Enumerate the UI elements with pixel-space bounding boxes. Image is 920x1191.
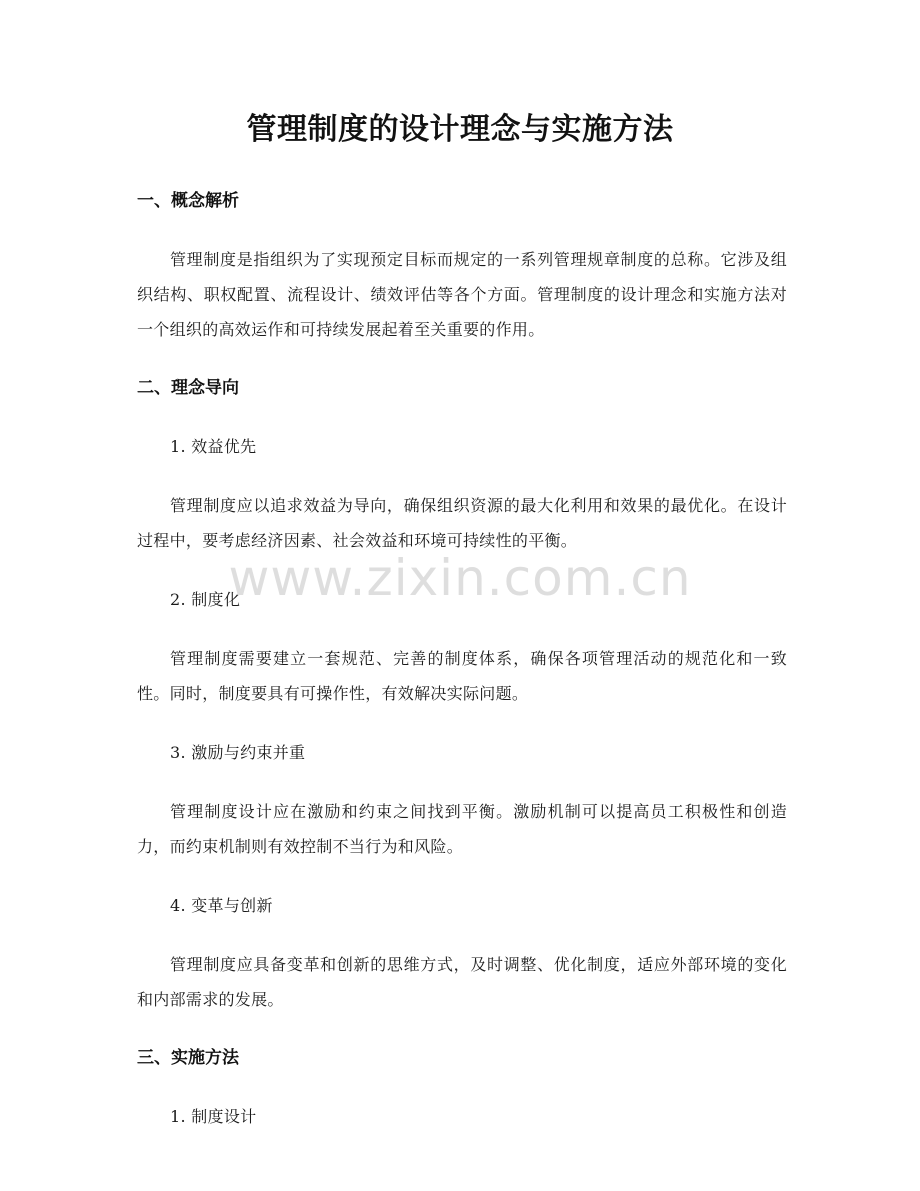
section-heading: 三、实施方法 bbox=[137, 1048, 239, 1068]
list-item-label: 2. 制度化 bbox=[170, 590, 241, 609]
section-heading: 二、理念导向 bbox=[137, 378, 239, 398]
list-item-label: 1. 制度设计 bbox=[170, 1107, 257, 1126]
list-item-text: 管理制度设计应在激励和约束之间找到平衡。激励机制可以提高员工积极性和创造力，而约束机制则有效控制不当行为和风险。 bbox=[137, 802, 787, 856]
list-item-label: 3. 激励与约束并重 bbox=[170, 743, 306, 762]
section-paragraph: 管理制度是指组织为了实现预定目标而规定的一系列管理规章制度的总称。它涉及组织结构、职权配置、流程设计、绩效评估等各个方面。管理制度的设计理念和实施方法对一个组织的高效运作和可持续发展起着至关重要的作用。 bbox=[137, 250, 787, 339]
list-item-text: 管理制度需要建立一套规范、完善的制度体系，确保各项管理活动的规范化和一致性。同时，制度要具有可操作性，有效解决实际问题。 bbox=[137, 649, 787, 703]
document-title: 管理制度的设计理念与实施方法 bbox=[246, 112, 674, 147]
section-heading: 一、概念解析 bbox=[137, 191, 239, 211]
document-body bbox=[137, 184, 787, 1158]
list-item-text: 管理制度应以追求效益为导向，确保组织资源的最大化利用和效果的最优化。在设计过程中，要考虑经济因素、社会效益和环境可持续性的平衡。 bbox=[137, 496, 787, 550]
watermark: www.zixin.com.cn bbox=[228, 549, 692, 607]
list-item-text: 管理制度应具备变革和创新的思维方式，及时调整、优化制度，适应外部环境的变化和内部需求的发展。 bbox=[137, 955, 787, 1009]
list-item-label: 4. 变革与创新 bbox=[170, 896, 273, 915]
list-item-label: 1. 效益优先 bbox=[170, 437, 257, 456]
